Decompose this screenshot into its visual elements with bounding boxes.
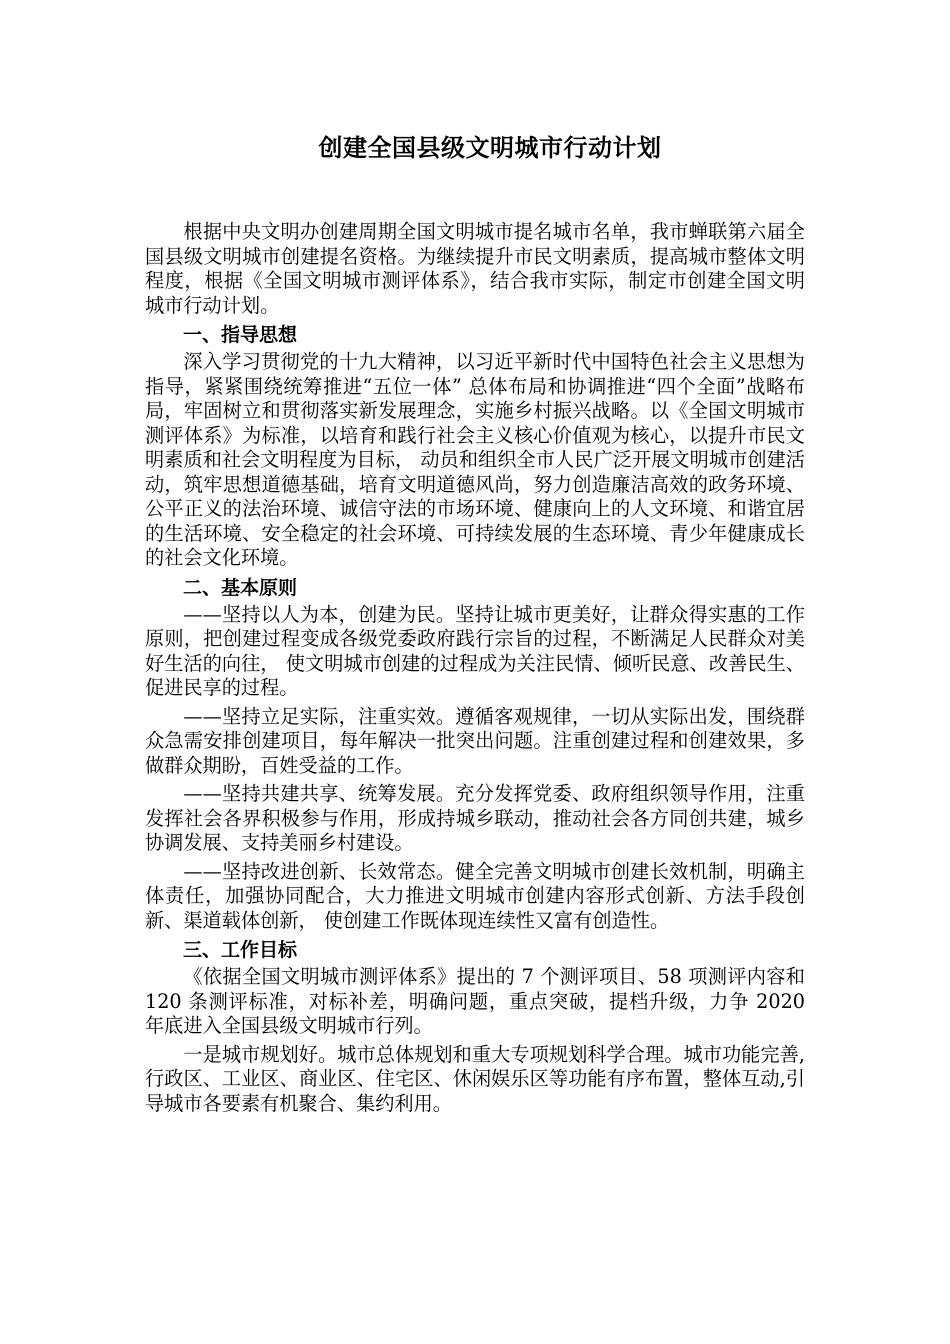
guiding-ideology-paragraph: 深入学习贯彻党的十九大精神，以习近平新时代中国特色社会主义思想为指导，紧紧围绕统筹推进“五位一体” 总体布局和协调推进“四个全面”战略布局，牢固树立和贯彻落实新发展理念，实施乡村振兴战略。以《全国文明城市测评体系》为标准，以培育和践行社会主义核心价值观为核心，以提升市民文明素质和社会文明程度为目标， 动员和组织全市人民广泛开展文明城市创建活动，筑牢思想道德基础，培育文明道德风尚，努力创造廉洁高效的政务环境、公平正义的法治环境、诚信守法的市场环境、健康向上的人文环境、和谐宜居的生活环境、安全稳定的社会环境、可持续发展的生态环境、青少年健康成长的社会文化环境。 [145,350,805,569]
section-heading-guiding-ideology: 一、指导思想 [183,324,298,346]
work-goals-paragraph: 《依据全国文明城市测评体系》提出的 7 个测评项目、58 项测评内容和 120 条测评标准，对标补差，明确问题，重点突破，提档升级，力争 2020 年底进入全国县级文明城市行列。 [145,965,805,1037]
principle-paragraph-innovation: ——坚持改进创新、长效常态。健全完善文明城市创建长效机制，明确主体责任，加强协同配合，大力推进文明城市创建内容形式创新、方法手段创新、渠道载体创新， 使创建工作既体现连续性又富有创造性。 [145,859,805,932]
section-heading-basic-principles: 二、基本原则 [183,576,298,599]
section-heading-work-goals: 三、工作目标 [183,939,298,961]
urban-planning-paragraph: 一是城市规划好。城市总体规划和重大专项规划科学合理。城市功能完善,行政区、工业区、商业区、住宅区、休闲娱乐区等功能有序布置，整体互动,引导城市各要素有机聚合、集约利用。 [145,1042,805,1115]
intro-paragraph: 根据中央文明办创建周期全国文明城市提名城市名单，我市蝉联第六届全国县级文明城市创建提名资格。为继续提升市民文明素质，提高城市整体文明程度，根据《全国文明城市测评体系》，结合我市实际，制定市创建全国文明城市行动计划。 [145,220,805,317]
principle-paragraph-people-oriented: ——坚持以人为本，创建为民。坚持让城市更美好，让群众得实惠的工作原则，把创建过程变成各级党委政府践行宗旨的过程，不断满足人民群众对美好生活的向往， 使文明城市创建的过程成为关注民情、倾听民意、改善民生、促进民享的过程。 [145,602,805,699]
principle-paragraph-practical: ——坚持立足实际，注重实效。遵循客观规律，一切从实际出发，围绕群众急需安排创建项目，每年解决一批突出问题。注重创建过程和创建效果，多做群众期盼，百姓受益的工作。 [145,704,805,777]
document-title: 创建全国县级文明城市行动计划 [318,134,662,162]
principle-paragraph-co-construction: ——坚持共建共享、统筹发展。充分发挥党委、政府组织领导作用，注重发挥社会各界积极参与作用，形成持城乡联动，推动社会各方同创共建，城乡协调发展、支持美丽乡村建设。 [145,782,805,854]
document-page [145,128,805,1120]
